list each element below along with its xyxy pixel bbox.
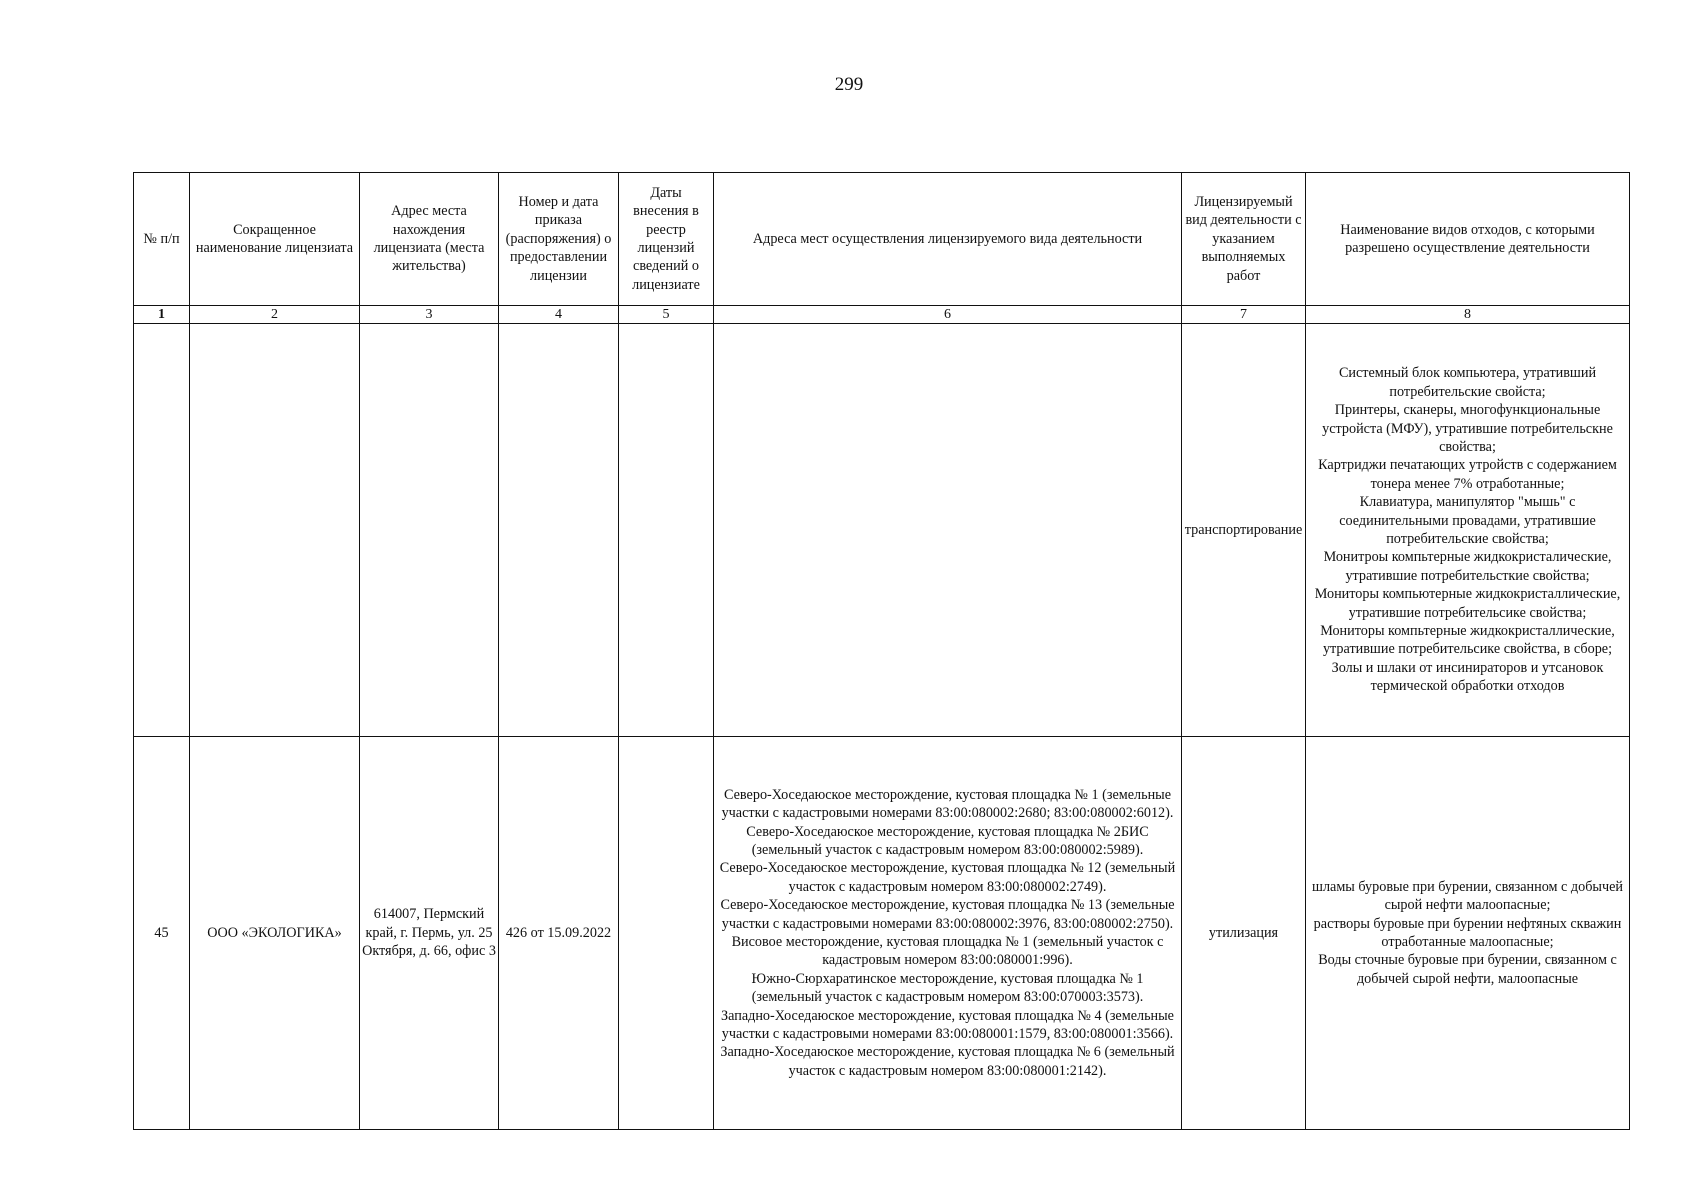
row-order-cell: 426 от 15.09.2022 bbox=[499, 737, 619, 1130]
waste-item: Клавиатура, манипулятор "мышь" с соединительными провадами, утратившие потребительские свойства; bbox=[1339, 494, 1596, 547]
waste-item: Принтеры, сканеры, многофункциональные устройста (МФУ), утратившие потребительскне свойства; bbox=[1322, 402, 1613, 455]
license-registry-table bbox=[133, 172, 1630, 1130]
place-item: Северо-Хоседаюское месторождение, кустовая площадка № 12 (земельный участок с кадастровым номером 83:00:080002:2749). bbox=[719, 860, 1176, 895]
waste-item: Воды сточные буровые при бурении, связанном с добычей сырой нефти, малоопасные bbox=[1318, 952, 1617, 987]
row-address-cell: 614007, Пермский край, г. Пермь, ул. 25 Октября, д. 66, офис 3 bbox=[360, 737, 499, 1130]
place-item: Южно-Сюрхаратинское месторождение, кустовая площадка № 1 (земельный участок с кадастровым номером 83:00:070003:3573). bbox=[751, 970, 1144, 1006]
header-cell-activity: Лицензируемый вид деятельности с указанием выполняемых работ bbox=[1182, 173, 1306, 306]
waste-item: Картриджи печатающих утройств с содержанием тонера менее 7% отработанные; bbox=[1318, 457, 1617, 492]
column-number-row bbox=[134, 306, 1630, 324]
place-item: Северо-Хоседаюское месторождение, кустовая площадка № 2БИС (земельный участок с кадастровым номером 83:00:080002:5989). bbox=[746, 823, 1149, 858]
header-cell-places: Адреса мест осуществления лицензируемого вида деятельности bbox=[714, 173, 1182, 306]
column-number: 1 bbox=[134, 306, 190, 324]
row-num-cell: 45 bbox=[134, 737, 190, 1130]
row-num-cell bbox=[134, 324, 190, 737]
place-item: Северо-Хоседаюское месторождение, кустовая площадка № 1 (земельные участки с кадастровыми номерами 83:00:080002:2680; 83:00:080002:6012). bbox=[721, 786, 1174, 822]
column-number: 8 bbox=[1306, 306, 1630, 324]
row-dates-cell bbox=[619, 324, 714, 737]
waste-item: растворы буровые при бурении нефтяных скважин отработанные малоопасные; bbox=[1313, 915, 1622, 950]
header-cell-name: Сокращенное наименование лицензиата bbox=[190, 173, 360, 306]
header-cell-order: Номер и дата приказа (распоряжения) о предоставлении лицензии bbox=[499, 173, 619, 306]
row-places-cell bbox=[714, 324, 1182, 737]
waste-item: Системный блок компьютера, утративший потребительские свойста; bbox=[1338, 365, 1597, 400]
waste-item: Золы и шлаки от инсинираторов и утсановок термической обработки отходов bbox=[1331, 659, 1604, 695]
row-dates-cell bbox=[619, 737, 714, 1130]
column-number: 4 bbox=[499, 306, 619, 324]
header-row bbox=[134, 173, 1630, 306]
header-cell-num: № п/п bbox=[134, 173, 190, 306]
row-name-cell: ООО «ЭКОЛОГИКА» bbox=[190, 737, 360, 1130]
column-number: 7 bbox=[1182, 306, 1306, 324]
place-item: Западно-Хоседаюское месторождение, кустовая площадка № 4 (земельные участки с кадастровыми номерами 83:00:080001:1579, 83:00:080001:3566). bbox=[721, 1007, 1174, 1043]
row-wastes-cell bbox=[1306, 324, 1630, 737]
place-item: Северо-Хоседаюское месторождение, кустовая площадка № 13 (земельные участки с кадастровыми номерами 83:00:080002:3976, 83:00:080002:2750). bbox=[720, 897, 1175, 932]
table-row bbox=[134, 324, 1630, 737]
waste-item: Мониторы компьтерные жидкокристаллические, утратившие потребительсике свойства, в сборе; bbox=[1320, 623, 1615, 658]
place-item: Западно-Хоседаюское месторождение, кустовая площадка № 6 (земельный участок с кадастровым номером 83:00:080001:2142). bbox=[720, 1044, 1175, 1079]
waste-item: Мониторы компьютерные жидкокристаллические, утратившие потребительсике свойства; bbox=[1314, 586, 1621, 621]
row-activity-cell: транспортирование bbox=[1182, 324, 1306, 737]
row-wastes-cell bbox=[1306, 737, 1630, 1130]
row-places-cell bbox=[714, 737, 1182, 1130]
row-name-cell bbox=[190, 324, 360, 737]
waste-item: шламы буровые при бурении, связанном с добычей сырой нефти малоопасные; bbox=[1312, 878, 1623, 914]
header-cell-dates: Даты внесения в реестр лицензий сведений о лицензиате bbox=[619, 173, 714, 306]
page-number: 299 bbox=[834, 74, 864, 95]
row-activity-cell: утилизация bbox=[1182, 737, 1306, 1130]
row-order-cell bbox=[499, 324, 619, 737]
row-address-cell bbox=[360, 324, 499, 737]
column-number: 2 bbox=[190, 306, 360, 324]
table-row bbox=[134, 737, 1630, 1130]
header-cell-wastes: Наименование видов отходов, с которыми разрешено осуществление деятельности bbox=[1306, 173, 1630, 306]
column-number: 5 bbox=[619, 306, 714, 324]
waste-item: Монитроы компьтерные жидкокристалические, утратившие потребительсткие свойства; bbox=[1323, 549, 1612, 584]
column-number: 3 bbox=[360, 306, 499, 324]
header-cell-address: Адрес места нахождения лицензиата (места жительства) bbox=[360, 173, 499, 306]
column-number: 6 bbox=[714, 306, 1182, 324]
place-item: Висовое месторождение, кустовая площадка № 1 (земельный участок с кадастровым номером 83:00:080001:996). bbox=[731, 934, 1164, 969]
